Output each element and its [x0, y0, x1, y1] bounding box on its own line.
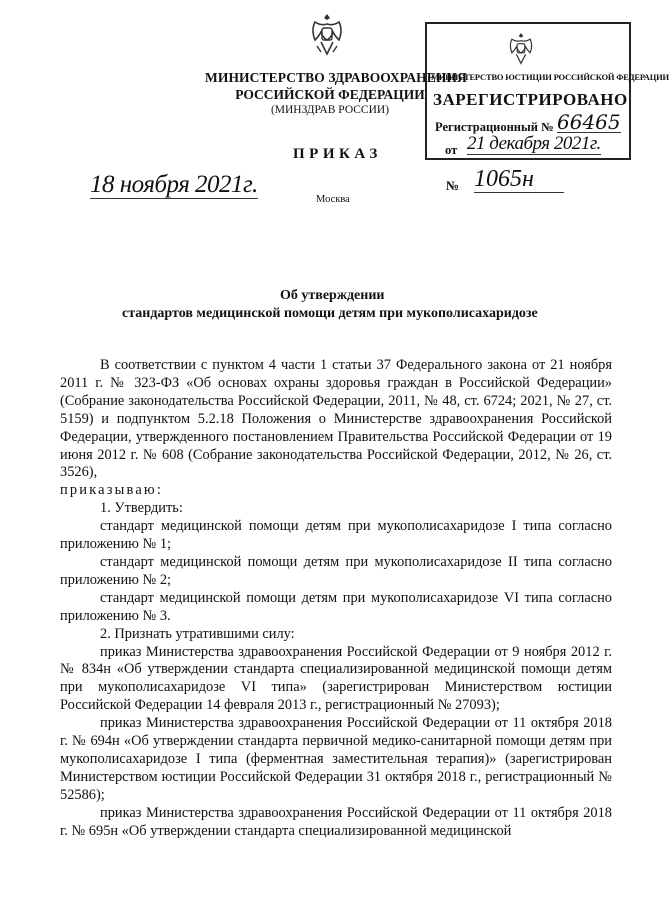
stamp-reg-number: 66465: [557, 110, 621, 134]
document-body: [60, 357, 612, 840]
item2-repealed-order-694n: приказ Министерства здравоохранения Российской Федерации от 11 октября 2018 г. № 694н «Об утверждении стандарта первичной медико-санитарной помощи детям при мукополисахаридозе I типа (ферментная заместительная терапия)» (зарегистрирован Министерством юстиции Российской Федерации 31 октября 2018 г., регистрационный № 52586);: [60, 715, 612, 803]
stamp-status: ЗАРЕГИСТРИРОВАНО: [433, 90, 628, 109]
stamp-date-label: от: [445, 143, 458, 157]
item1-standard-type2: стандарт медицинской помощи детям при мукополисахаридозе II типа согласно приложению № 2;: [60, 553, 612, 588]
document-title-line1: Об утверждении: [280, 288, 385, 303]
preamble-paragraph: В соответствии с пунктом 4 части 1 статьи 37 Федерального закона от 21 ноября 2011 г. № 323-ФЗ «Об основах охраны здоровья граждан в Российской Федерации» (Собрание законодательства Российской Федерации, 2011, № 48, ст. 6724; 2021, № 27, ст. 5159) и подпунктом 5.2.18 Положения о Министерстве здравоохранения Российской Федерации, утвержденного постановлением Правительства Российской Федерации от 19 июня 2012 г. № 608 (Собрание законодательства Российской Федерации, 2012, № 26, ст. 3526),: [60, 357, 612, 481]
document-title-line2: стандартов медицинской помощи детям при мукополисахаридозе: [122, 306, 538, 321]
item2-repealed-order-834n: приказ Министерства здравоохранения Российской Федерации от 9 ноября 2012 г. № 834н «Об утверждении стандарта специализированной медицинской помощи детям при мукополисахаридозе VI типа» (зарегистрирован Министерством юстиции Российской Федерации 14 февраля 2013 г., регистрационный № 27093);: [60, 643, 612, 714]
ministry-name-line1: МИНИСТЕРСТВО ЗДРАВООХРАНЕНИЯ: [205, 70, 467, 85]
order-number-label: №: [446, 178, 460, 193]
city: Москва: [316, 194, 350, 205]
prikazyvayu: приказываю:: [60, 482, 164, 499]
stamp-reg-label: Регистрационный №: [435, 120, 554, 134]
item2-heading: 2. Признать утратившими силу:: [100, 625, 295, 642]
item1-standard-type6: стандарт медицинской помощи детям при мукополисахаридозе VI типа согласно приложению № 3.: [60, 589, 612, 624]
registration-stamp: [425, 22, 669, 160]
document-kind: ПРИКАЗ: [293, 146, 382, 162]
item1-standard-type1: стандарт медицинской помощи детям при мукополисахаридозе I типа согласно приложению № 1;: [60, 518, 612, 553]
stamp-emblem-icon: [505, 30, 537, 68]
ministry-abbreviation: (МИНЗДРАВ РОССИИ): [270, 104, 390, 116]
order-number-handwritten: 1065н: [474, 166, 564, 193]
stamp-heading: МИНИСТЕРСТВО ЮСТИЦИИ РОССИЙСКОЙ ФЕДЕРАЦИИ: [431, 72, 669, 82]
stamp-date-value: 21 декабря 2021г.: [467, 133, 601, 154]
item2-repealed-order-695n: приказ Министерства здравоохранения Российской Федерации от 11 октября 2018 г. № 695н «Об утверждении стандарта специализированной медицинской: [60, 804, 612, 839]
item1-heading: 1. Утвердить:: [100, 500, 183, 517]
coat-of-arms-emblem: [307, 10, 347, 60]
order-date-handwritten: 18 ноября 2021г.: [90, 171, 258, 198]
ministry-name-line2: РОССИЙСКОЙ ФЕДЕРАЦИИ: [235, 87, 425, 102]
